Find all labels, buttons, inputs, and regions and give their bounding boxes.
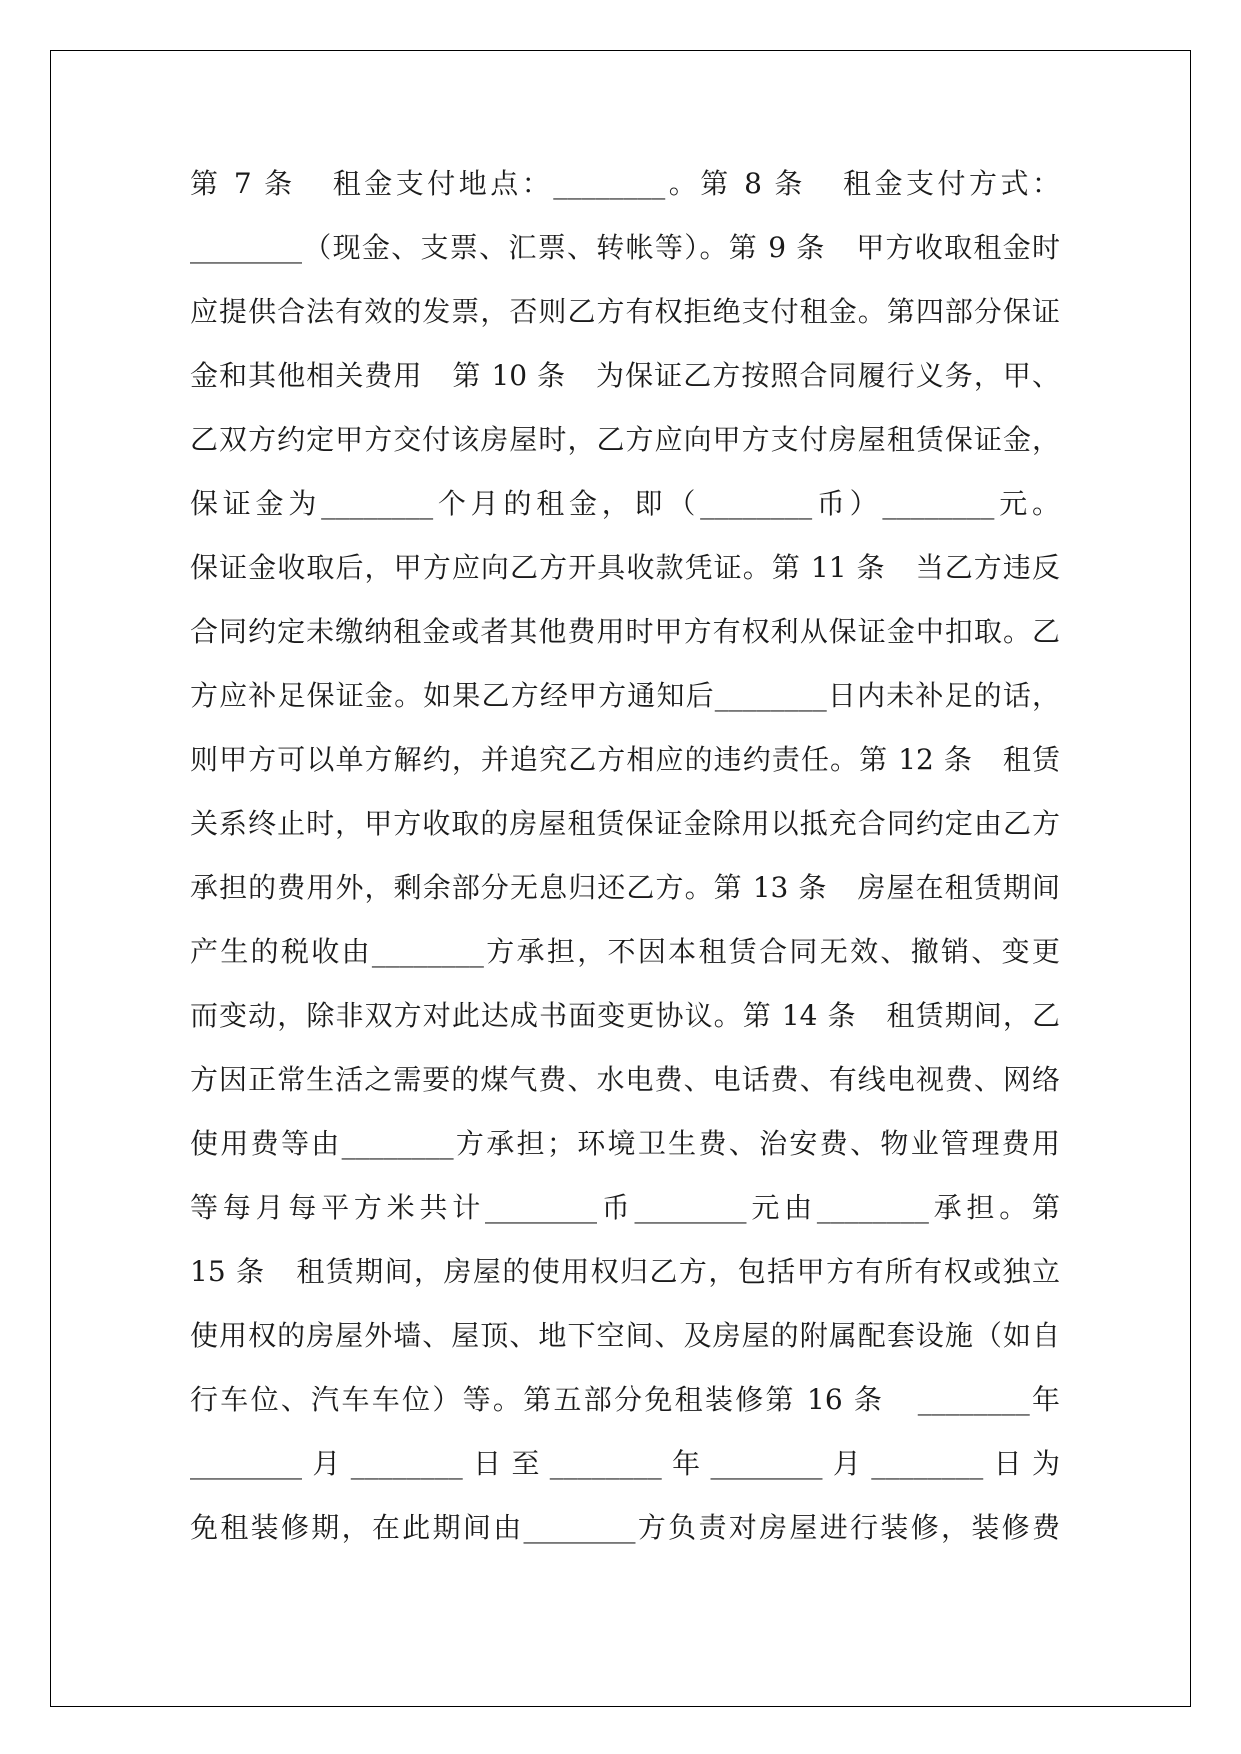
text-line: 关系终止时，甲方收取的房屋租赁保证金除用以抵充合同约定由乙方 [190,807,1060,840]
text-line: 方应补足保证金。如果乙方经甲方通知后________日内未补足的话， [190,679,1060,712]
text-line: 等每月每平方米共计________币________元由________承担。第 [190,1191,1060,1224]
text-line: 应提供合法有效的发票，否则乙方有权拒绝支付租金。第四部分保证 [190,295,1060,328]
text-line: 保证金收取后，甲方应向乙方开具收款凭证。第 11 条 当乙方违反 [190,551,1060,584]
text-line: ________（现金、支票、汇票、转帐等）。第 9 条 甲方收取租金时 [190,231,1060,264]
text-line: 承担的费用外，剩余部分无息归还乙方。第 13 条 房屋在租赁期间 [190,871,1060,904]
text-line: ________月________日至________年________月________日为 [190,1447,1060,1480]
text-line: 方因正常生活之需要的煤气费、水电费、电话费、有线电视费、网络 [190,1063,1060,1096]
text-line: 金和其他相关费用 第 10 条 为保证乙方按照合同履行义务，甲、 [190,359,1060,392]
text-line: 产生的税收由________方承担，不因本租赁合同无效、撤销、变更 [190,935,1060,968]
text-line: 保证金为________个月的租金，即（________币）________元。 [190,487,1060,520]
text-line: 而变动，除非双方对此达成书面变更协议。第 14 条 租赁期间，乙 [190,999,1060,1032]
text-line: 使用权的房屋外墙、屋顶、地下空间、及房屋的附属配套设施（如自 [190,1319,1060,1352]
text-line: 则甲方可以单方解约，并追究乙方相应的违约责任。第 12 条 租赁 [190,743,1060,776]
text-line: 合同约定未缴纳租金或者其他费用时甲方有权利从保证金中扣取。乙 [190,615,1060,648]
text-line: 行车位、汽车车位）等。第五部分免租装修第 16 条 ________年 [190,1383,1060,1416]
text-line: 第 7 条 租金支付地点：________。第 8 条 租金支付方式： [190,167,1060,200]
text-line: 使用费等由________方承担；环境卫生费、治安费、物业管理费用 [190,1127,1060,1160]
contract-body-text [190,152,1060,1560]
text-line: 15 条 租赁期间，房屋的使用权归乙方，包括甲方有所有权或独立 [190,1255,1060,1288]
text-line: 免租装修期，在此期间由________方负责对房屋进行装修，装修费 [190,1511,1060,1544]
text-line: 乙双方约定甲方交付该房屋时，乙方应向甲方支付房屋租赁保证金， [190,423,1060,456]
